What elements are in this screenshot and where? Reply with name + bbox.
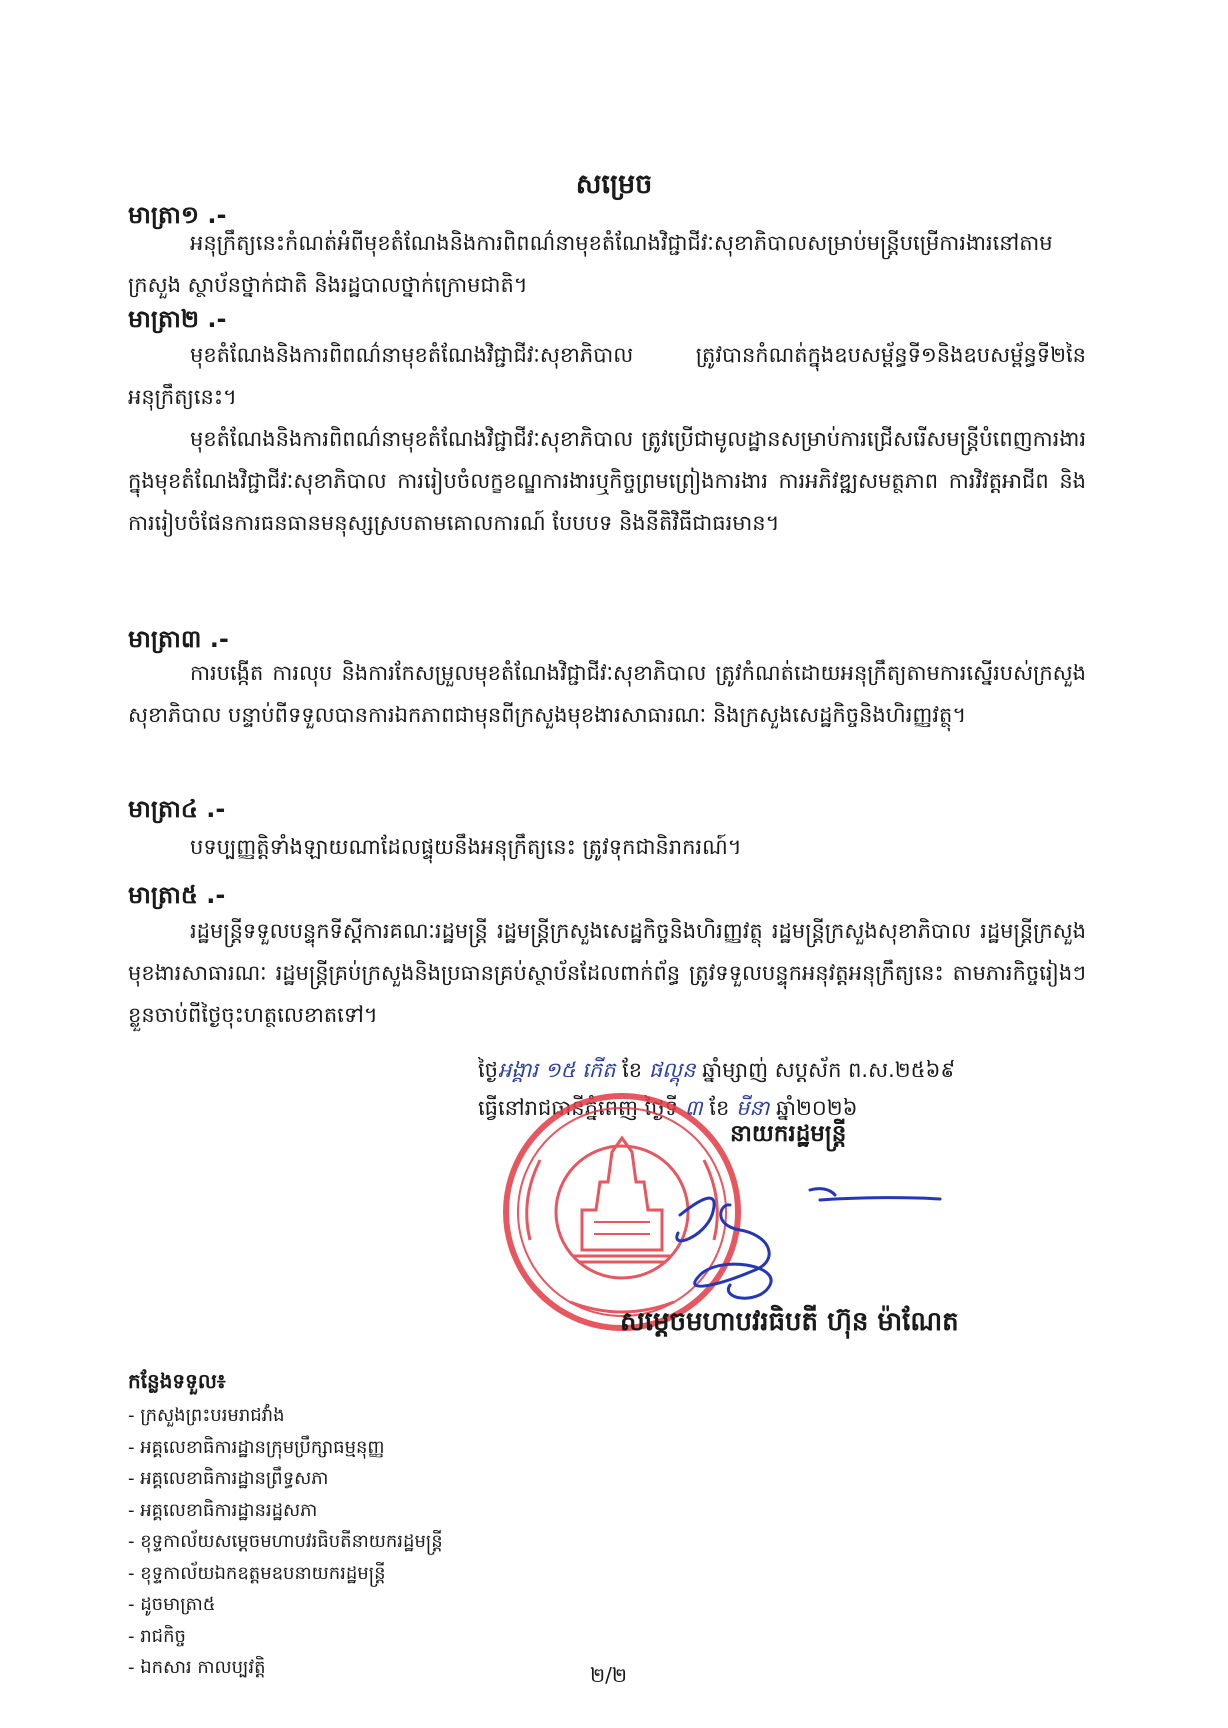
article-3-paragraph: ការបង្កើត ការលុប និងការកែសម្រួលមុខតំណែងវិជ្ជាជីវៈសុខាភិបាល ត្រូវកំណត់ដោយអនុក្រឹត្យតាមការស្នើរបស់ក្រសួងសុខាភិបាល បន្ទាប់ពីទទួលបានការឯកភាពជាមុនពីក្រសួងមុខងារសាធារណៈ និងក្រសួងសេដ្ឋកិច្ចនិងហិរញ្ញវត្ថុ។ <box>128 661 1086 727</box>
recipient-item: - ខុទ្ទកាល័យសម្តេចមហាបវរធិបតីនាយករដ្ឋមន្ត្រី <box>128 1526 443 1558</box>
recipient-item: - ក្រសួងព្រះបរមរាជវាំង <box>128 1400 443 1432</box>
article-4-heading: មាត្រា៤ .- <box>128 795 226 823</box>
handwritten-signature <box>660 1175 950 1310</box>
article-5-heading: មាត្រា៥ .- <box>128 881 226 909</box>
recipient-item: - ឯកសារ កាលប្បវត្តិ <box>128 1652 443 1684</box>
signer-name: សម្តេចមហាបវរធិបតី ហ៊ុន ម៉ាណែត <box>620 1307 959 1337</box>
recipient-item: - អគ្គលេខាធិការដ្ឋានរដ្ឋសភា <box>128 1495 443 1527</box>
recipient-item: - រាជកិច្ច <box>128 1621 443 1653</box>
article-1-paragraph: អនុក្រឹត្យនេះកំណត់អំពីមុខតំណែងនិងការពិពណ៌នាមុខតំណែងវិជ្ជាជីវៈសុខាភិបាលសម្រាប់មន្ត្រីបម្រើការងារនៅតាមក្រសួង ស្ថាប័នថ្នាក់ជាតិ និងរដ្ឋបាលថ្នាក់ក្រោមជាតិ។ <box>128 231 1053 297</box>
page-number: ២/២ <box>590 1663 628 1687</box>
place-prefix: ធ្វើនៅរាជធានីភ្នំពេញ ថ្ងៃទី <box>478 1096 678 1120</box>
article-2-paragraph-2: មុខតំណែងនិងការពិពណ៌នាមុខតំណែងវិជ្ជាជីវៈសុខាភិបាល ត្រូវប្រើជាមូលដ្ឋានសម្រាប់ការជ្រើសរើសមន្ត្រីបំពេញការងារក្នុងមុខតំណែងវិជ្ជាជីវៈសុខាភិបាល ការរៀបចំលក្ខខណ្ឌការងារឬកិច្ចព្រមព្រៀងការងារ ការអភិវឌ្ឍសមត្ថភាព ការវិវត្តអាជីព និងការរៀបចំផែនការធនធានមនុស្សស្របតាមគោលការណ៍ បែបបទ និងនីតិវិធីជាធរមាន។ <box>128 427 1086 535</box>
article-5-paragraph: រដ្ឋមន្ត្រីទទួលបន្ទុកទីស្តីការគណៈរដ្ឋមន្ត្រី រដ្ឋមន្ត្រីក្រសួងសេដ្ឋកិច្ចនិងហិរញ្ញវត្ថុ រដ្ឋមន្ត្រីក្រសួងសុខាភិបាល រដ្ឋមន្ត្រីក្រសួងមុខងារសាធារណៈ រដ្ឋមន្ត្រីគ្រប់ក្រសួងនិងប្រធានគ្រប់ស្ថាប័នដែលពាក់ព័ន្ធ ត្រូវទទួលបន្ទុកអនុវត្តអនុក្រឹត្យនេះ តាមភារកិច្ចរៀងៗខ្លួនចាប់ពីថ្ងៃចុះហត្ថលេខាតទៅ។ <box>128 919 1086 1027</box>
recipient-item: - ដូចមាត្រា៥ <box>128 1589 443 1621</box>
lunar-year: ឆ្នាំម្សាញ់ សប្តស័ក ព.ស.២៥៦៩ <box>702 1058 956 1082</box>
article-4-paragraph: បទប្បញ្ញត្តិទាំងឡាយណាដែលផ្ទុយនឹងអនុក្រឹត្យនេះ ត្រូវទុកជានិរាករណ៍។ <box>190 835 742 859</box>
month-label: ខែ <box>709 1096 730 1120</box>
article-2-paragraph-1: មុខតំណែងនិងការពិពណ៌នាមុខតំណែងវិជ្ជាជីវៈសុខាភិបាល ត្រូវបានកំណត់ក្នុងឧបសម្ព័ន្ធទី១និងឧបសម្ព័ន្ធទី២នៃអនុក្រឹត្យនេះ។ <box>128 343 1086 409</box>
recipients-heading: កន្លែងទទួល៖ <box>128 1369 226 1393</box>
article-3-heading: មាត្រា៣ .- <box>128 625 229 653</box>
decision-title: សម្រេច <box>575 169 653 200</box>
article-2-heading: មាត្រា២ .- <box>128 305 227 333</box>
day-value: ៣ <box>684 1096 703 1120</box>
lunar-month-label: ខែ <box>622 1058 643 1082</box>
signer-title: នាយករដ្ឋមន្ត្រី <box>730 1121 847 1147</box>
article-1-heading: មាត្រា១ .- <box>128 201 227 229</box>
recipient-item: - អគ្គលេខាធិការដ្ឋានក្រុមប្រឹក្សាធម្មនុញ្ញ <box>128 1432 443 1464</box>
month-value: មីនា <box>735 1096 770 1120</box>
lunar-day: អង្គារ ១៥ កើត <box>498 1058 616 1082</box>
recipient-item: - ខុទ្ទកាល័យឯកឧត្តមឧបនាយករដ្ឋមន្ត្រី <box>128 1558 443 1590</box>
recipients-list <box>128 1400 443 1684</box>
lunar-month: ផល្គុន <box>648 1058 696 1082</box>
lunar-date-prefix: ថ្ងៃ <box>478 1058 498 1082</box>
year-value: ឆ្នាំ២០២៦ <box>776 1096 858 1120</box>
recipient-item: - អគ្គលេខាធិការដ្ឋានព្រឹទ្ធសភា <box>128 1463 443 1495</box>
lunar-date-line <box>478 1050 955 1090</box>
